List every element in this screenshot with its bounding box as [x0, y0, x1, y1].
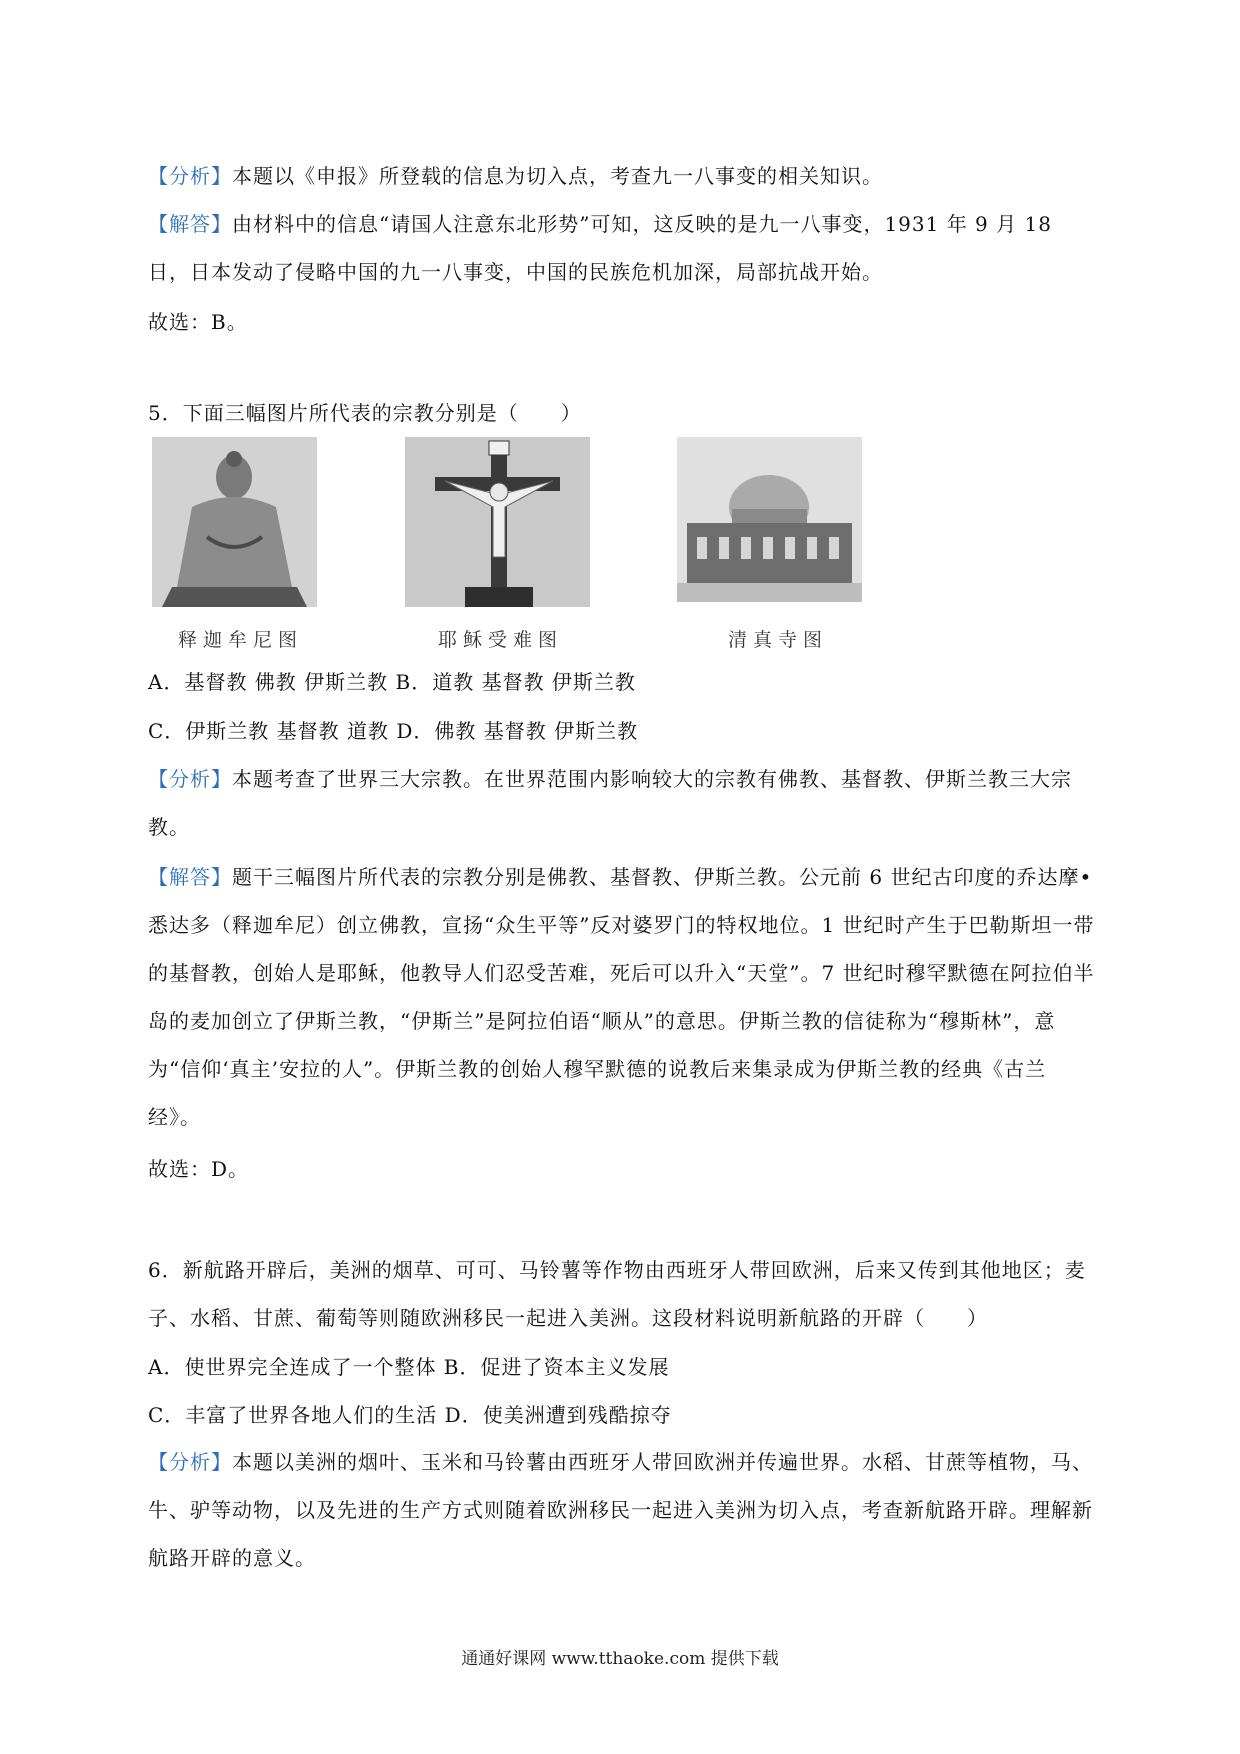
- analysis-text: 本题以《申报》所登载的信息为切入点，考查九一八事变的相关知识。: [232, 164, 883, 188]
- q4-answer: [148, 200, 1098, 296]
- q6-option-ab: A．使世界完全连成了一个整体 B．促进了资本主义发展: [148, 1355, 670, 1379]
- q6-option-cd: C．丰富了世界各地人们的生活 D．使美洲遭到残酷掠夺: [148, 1403, 672, 1427]
- mosque-icon: [677, 437, 862, 602]
- q6-question: 6．新航路开辟后，美洲的烟草、可可、马铃薯等作物由西班牙人带回欧洲，后来又传到其他地区；麦子、水稻、甘蔗、葡萄等则随欧洲移民一起进入美洲。这段材料说明新航路的开辟（ ）: [148, 1258, 1086, 1330]
- q5-option-cd: C．伊斯兰教 基督教 道教 D．佛教 基督教 伊斯兰教: [148, 719, 639, 743]
- q5-question: 5．下面三幅图片所代表的宗教分别是（ ）: [148, 401, 582, 425]
- crucifix-icon: [405, 437, 590, 607]
- page-footer: 通通好课网 www.tthaoke.com 提供下载: [461, 1649, 779, 1669]
- buddha-figure: [152, 437, 317, 607]
- caption-crucifix: 耶稣受难图: [438, 629, 564, 651]
- analysis-text: 本题考查了世界三大宗教。在世界范围内影响较大的宗教有佛教、基督教、伊斯兰教三大宗教。: [148, 767, 1072, 839]
- analysis-tag: 【分析】: [148, 164, 232, 188]
- analysis-text: 本题以美洲的烟叶、玉米和马铃薯由西班牙人带回欧洲并传遍世界。水稻、甘蔗等植物，马、牛、驴等动物，以及先进的生产方式则随着欧洲移民一起进入美洲为切入点，考查新航路开辟。理解新航路开辟的意义。: [148, 1450, 1093, 1570]
- answer-tag: 【解答】: [148, 865, 232, 889]
- caption-mosque: 清真寺图: [728, 629, 829, 651]
- q5-analysis: [148, 755, 1098, 851]
- mosque-figure: [677, 437, 862, 602]
- q4-analysis: [148, 152, 1098, 200]
- buddha-statue-icon: [152, 437, 317, 607]
- q5-option-ab: A．基督教 佛教 伊斯兰教 B．道教 基督教 伊斯兰教: [148, 670, 636, 694]
- caption-buddha: 释迦牟尼图: [178, 629, 304, 651]
- q5-choice: 故选：D。: [148, 1157, 250, 1181]
- analysis-tag: 【分析】: [148, 767, 232, 791]
- answer-text: 题干三幅图片所代表的宗教分别是佛教、基督教、伊斯兰教。公元前 6 世纪古印度的乔达摩•悉达多（释迦牟尼）创立佛教，宣扬“众生平等”反对婆罗门的特权地位。1 世纪时产生于巴勒斯坦一带的基督教，创始人是耶稣，他教导人们忍受苦难，死后可以升入“天堂”。7 世纪时穆罕默德在阿拉伯半岛的麦加创立了伊斯兰教，“伊斯兰”是阿拉伯语“顺从”的意思。伊斯兰教的信徒称为“穆斯林”，意为“信仰‘真主’安拉的人”。伊斯兰教的创始人穆罕默德的说教后来集录成为伊斯兰教的经典《古兰经》。: [148, 865, 1095, 1129]
- q6-analysis: [148, 1438, 1098, 1582]
- answer-text: 由材料中的信息“请国人注意东北形势”可知，这反映的是九一八事变，1931 年 9 月 18 日，日本发动了侵略中国的九一八事变，中国的民族危机加深，局部抗战开始。: [148, 212, 1052, 284]
- analysis-tag: 【分析】: [148, 1450, 232, 1474]
- q5-answer: [148, 853, 1098, 1141]
- answer-tag: 【解答】: [148, 212, 232, 236]
- crucifix-figure: [405, 437, 590, 607]
- q4-choice: 故选：B。: [148, 310, 248, 334]
